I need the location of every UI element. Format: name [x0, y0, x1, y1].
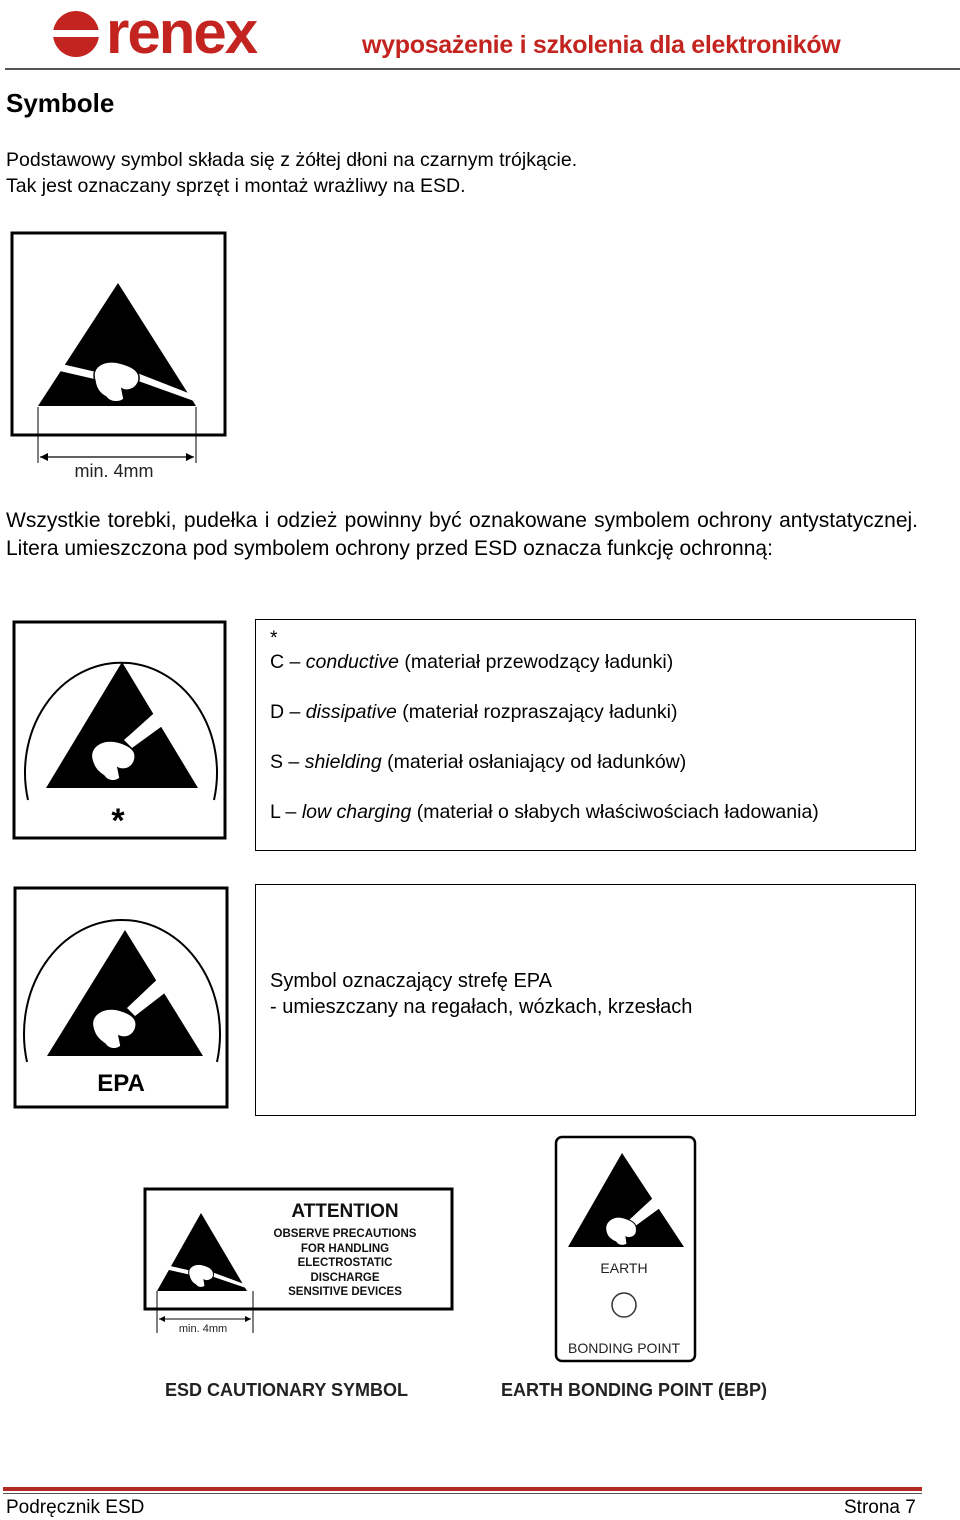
epa-description-box: [255, 884, 916, 1116]
letter-item: L – low charging (materiał o słabych właściwościach ładowania): [270, 801, 819, 823]
ebp-top-label: EARTH: [600, 1260, 648, 1276]
logo-wordmark: renex: [106, 0, 257, 66]
page-title: Symbole: [6, 88, 115, 118]
letter-item: C – conductive (materiał przewodzący ładunki): [270, 651, 674, 673]
intro-paragraph: [6, 147, 906, 199]
esd-protection-symbol-figure: [12, 620, 228, 842]
earth-bonding-point-label: [554, 1135, 698, 1365]
esd-basic-symbol-figure: [10, 231, 230, 483]
letters-star: *: [270, 627, 278, 649]
protection-letter-mark: *: [111, 802, 125, 840]
attention-line: DISCHARGE: [310, 1272, 380, 1284]
footer-page-number: Strona 7: [844, 1497, 916, 1518]
esd-attention-label: [143, 1187, 455, 1339]
intro-line-1: Podstawowy symbol składa się z żółtej dłoni na czarnym trójkącie.: [6, 149, 578, 171]
attention-line: ELECTROSTATIC: [297, 1257, 393, 1269]
footer-document-title: Podręcznik ESD: [6, 1497, 145, 1518]
attention-line: OBSERVE PRECAUTIONS: [273, 1228, 417, 1240]
footer-divider: [3, 1487, 922, 1491]
intro-line-2: Tak jest oznaczany sprzęt i montaż wrażliwy na ESD.: [6, 175, 466, 197]
attention-line: SENSITIVE DEVICES: [288, 1286, 402, 1298]
attention-title: ATTENTION: [291, 1201, 399, 1222]
letter-item: S – shielding (materiał osłaniający od ładunków): [270, 751, 687, 773]
ebp-bottom-label: BONDING POINT: [567, 1340, 681, 1356]
dimension-label: min. 4mm: [74, 461, 154, 481]
footer-divider-thin: [3, 1493, 922, 1494]
epa-symbol-figure: [13, 886, 229, 1110]
protection-letters-box: [255, 619, 916, 851]
esd-caution-caption: ESD CAUTIONARY SYMBOL: [165, 1380, 409, 1400]
ebp-caption: EARTH BONDING POINT (EBP): [501, 1380, 768, 1400]
epa-label: EPA: [97, 1070, 145, 1097]
attention-dimension: min. 4mm: [178, 1323, 228, 1335]
header-divider: [5, 68, 960, 70]
epa-line-1: Symbol oznaczający strefę EPA: [270, 970, 552, 992]
letter-item: D – dissipative (materiał rozpraszający ładunki): [270, 701, 678, 723]
epa-line-2: - umieszczany na regałach, wózkach, krzesłach: [270, 996, 693, 1018]
attention-line: FOR HANDLING: [300, 1243, 390, 1255]
logo-circle-icon: [48, 6, 108, 60]
brand-logo: [48, 0, 358, 66]
protection-letters-paragraph: Wszystkie torebki, pudełka i odzież powinny być oznakowane symbolem ochrony antystatycznej. Litera umieszczona pod symbolem ochrony przed ESD oznacza funkcję ochronną:: [6, 509, 918, 560]
header-tagline: wyposażenie i szkolenia dla elektroników: [362, 31, 841, 59]
earth-point-icon: [612, 1293, 636, 1317]
